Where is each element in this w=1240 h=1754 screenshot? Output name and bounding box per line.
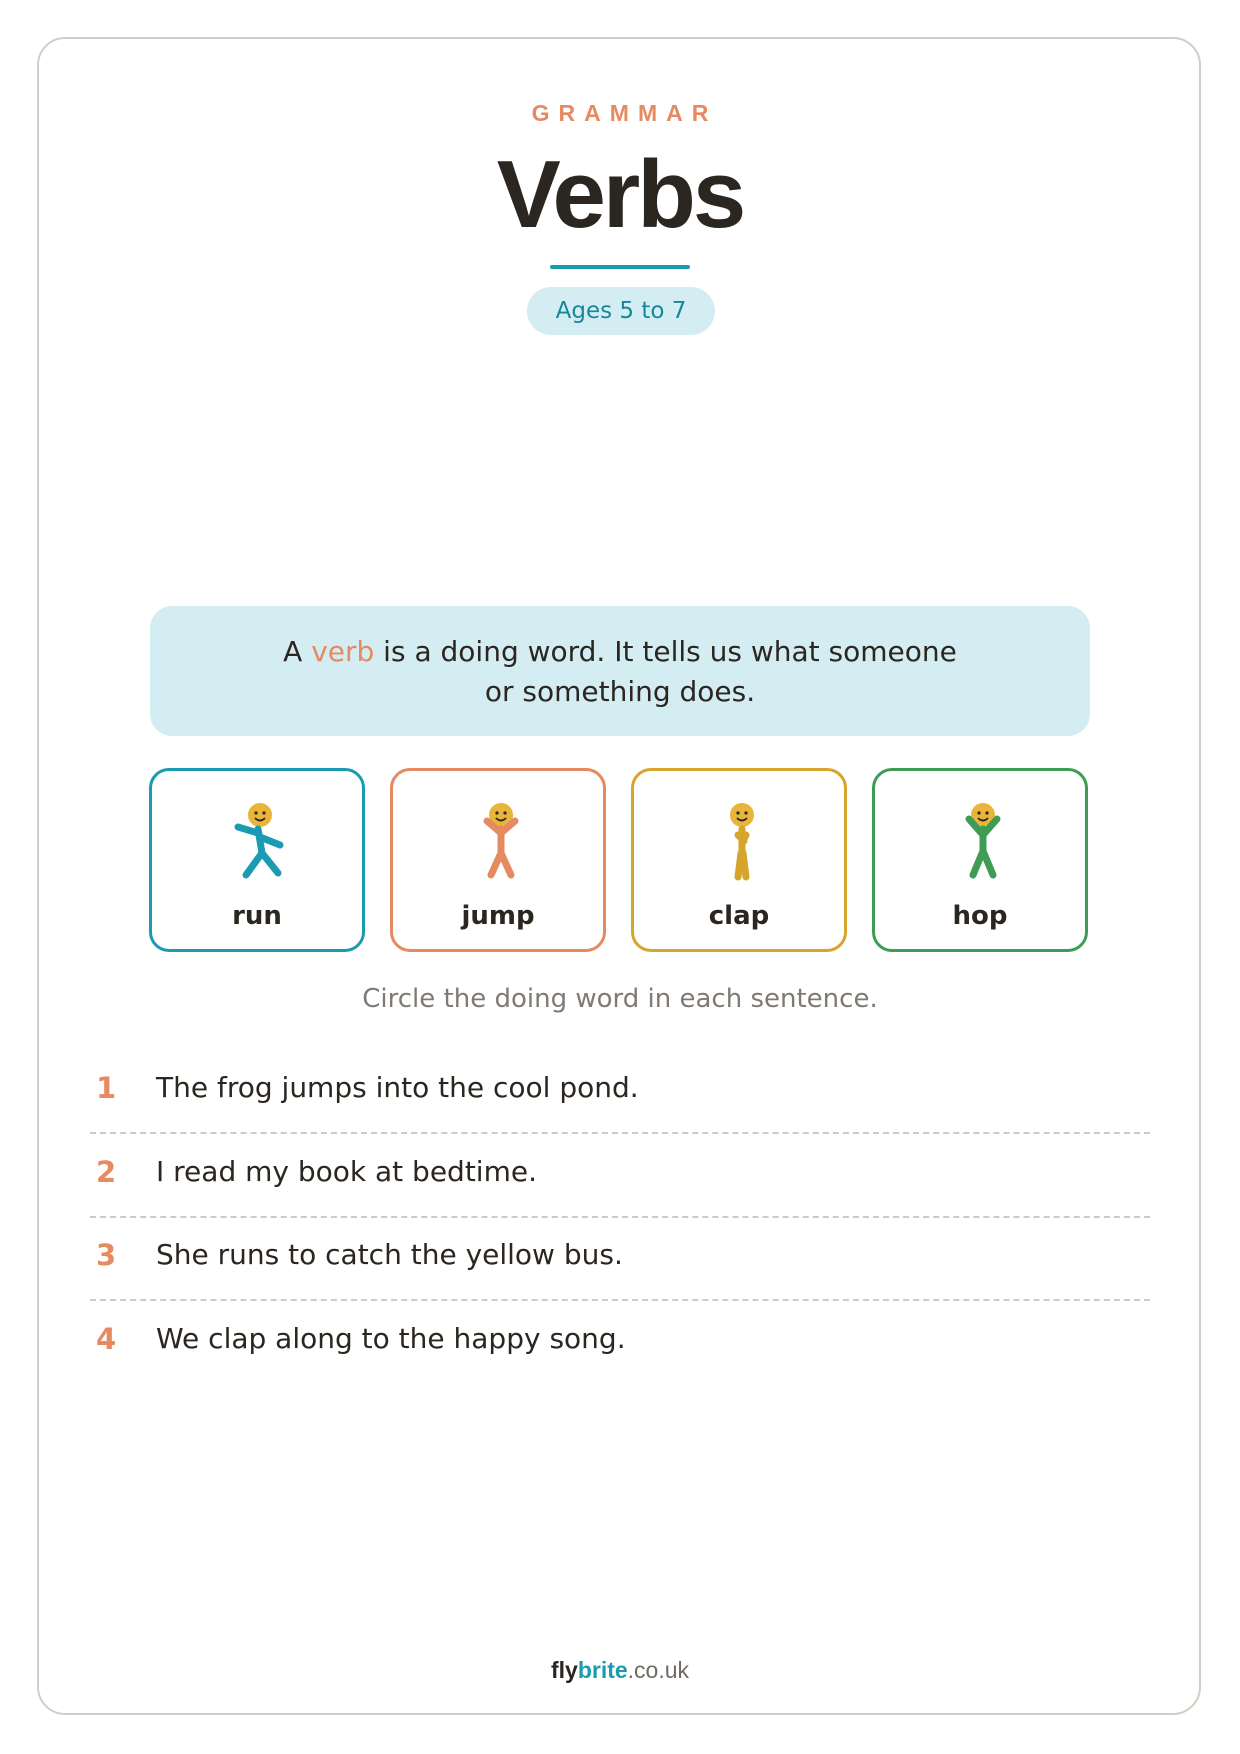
verb-card-clap (631, 768, 847, 952)
sentence-row-3[interactable] (90, 1238, 1150, 1278)
definition-text-start: A (283, 635, 312, 668)
page-title: Verbs (496, 141, 744, 248)
sentence-text[interactable]: We clap along to the happy song. (156, 1322, 626, 1355)
subject-label: GRAMMAR (531, 100, 718, 126)
brand-domain: .co.uk (627, 1657, 690, 1683)
sentence-number: 1 (96, 1071, 117, 1105)
footer-brand (0, 1657, 1240, 1684)
instruction-text: Circle the doing word in each sentence. (362, 984, 878, 1014)
definition-text-end: is a doing word. It tells us what someone or something does. (374, 635, 957, 708)
age-range-badge: Ages 5 to 7 (527, 287, 715, 335)
title-underline (550, 265, 690, 269)
brand-name-part1: fly (550, 1657, 578, 1683)
jumping-figure-icon (461, 795, 541, 895)
sentence-text[interactable]: The frog jumps into the cool pond. (156, 1071, 639, 1104)
running-figure-icon (220, 795, 300, 895)
card-label-clap: clap (708, 901, 770, 931)
verb-card-run (149, 768, 365, 952)
definition-highlight-word: verb (311, 635, 375, 668)
sentence-text[interactable]: She runs to catch the yellow bus. (156, 1238, 623, 1271)
card-label-run: run (232, 901, 282, 931)
sentence-text[interactable]: I read my book at bedtime. (156, 1155, 537, 1188)
card-label-hop: hop (952, 901, 1008, 931)
clapping-figure-icon (702, 795, 782, 895)
verb-card-hop (872, 768, 1088, 952)
sentence-row-1[interactable] (90, 1071, 1150, 1111)
brand-name-part2: brite (577, 1657, 628, 1683)
sentence-number: 3 (96, 1238, 117, 1272)
row-divider (90, 1299, 1150, 1301)
verb-card-jump (390, 768, 606, 952)
card-label-jump: jump (461, 901, 535, 931)
row-divider (90, 1216, 1150, 1218)
sentence-number: 4 (96, 1322, 117, 1356)
hopping-figure-icon (943, 795, 1023, 895)
definition-box (150, 606, 1090, 736)
sentence-row-2[interactable] (90, 1155, 1150, 1195)
row-divider (90, 1132, 1150, 1134)
sentence-row-4[interactable] (90, 1322, 1150, 1362)
sentence-number: 2 (96, 1155, 117, 1189)
